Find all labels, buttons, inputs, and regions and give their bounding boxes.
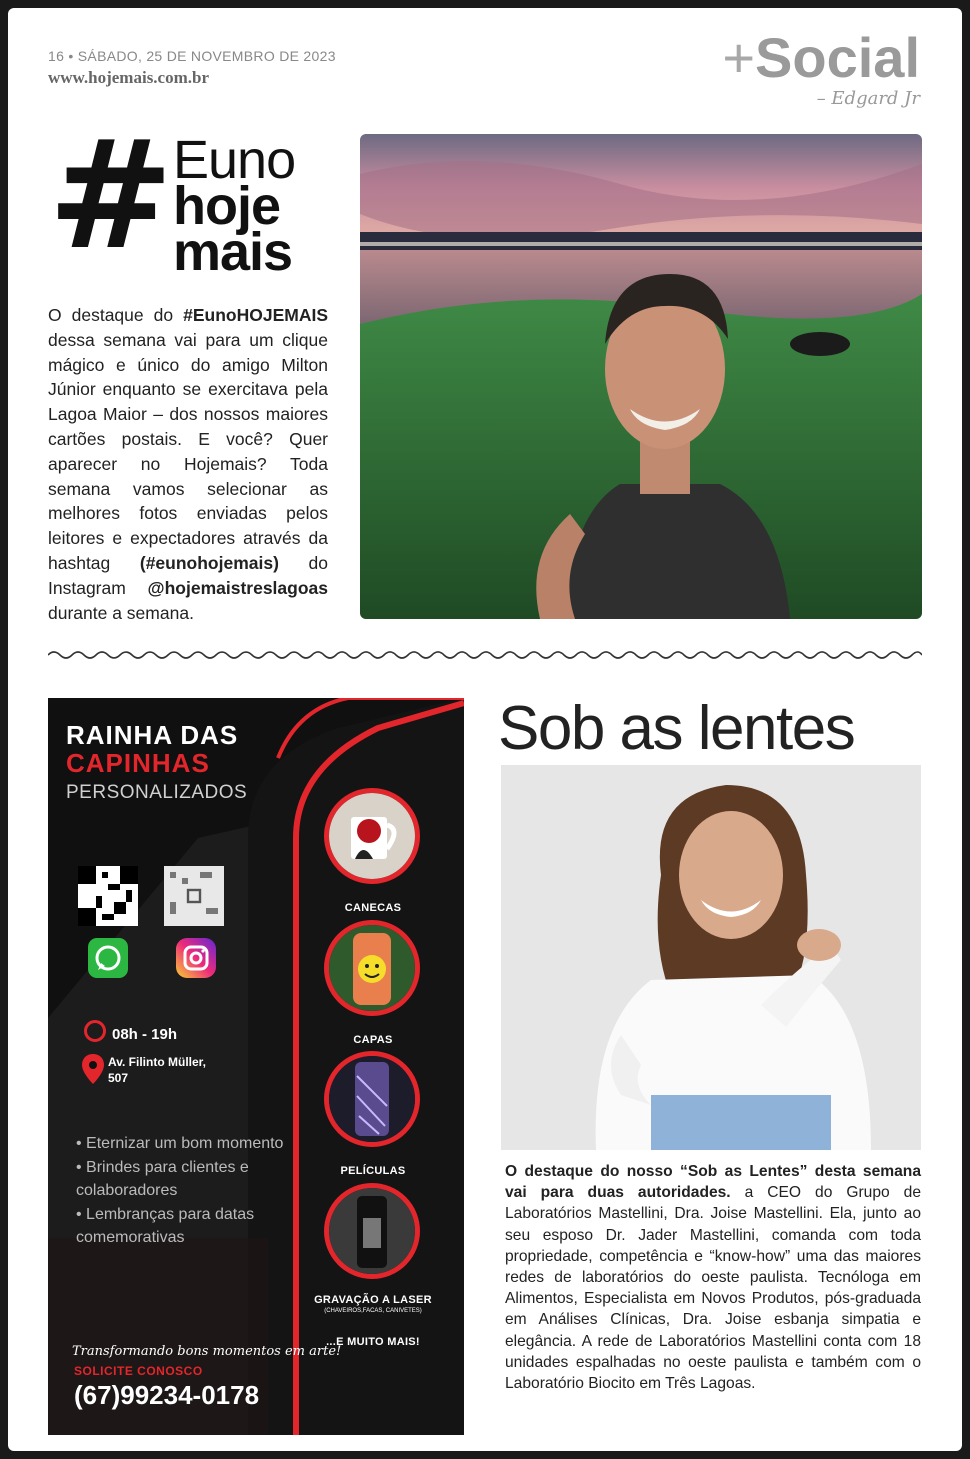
ad-bullet-list — [76, 1132, 286, 1250]
page-number: 16 — [48, 48, 65, 64]
ad-phone-number: (67)99234-0178 — [74, 1380, 260, 1410]
sob-lead: O destaque do nosso “Sob as Lentes” desta semana vai para duas autoridades. — [505, 1163, 921, 1202]
ad-bullet: • Brindes para clientes e colaboradores — [76, 1158, 249, 1199]
logo-word-euno: Euno — [173, 130, 296, 190]
product-label-cases: CAPAS — [353, 1034, 393, 1046]
product-label-mugs: CANECAS — [344, 902, 402, 914]
intro-instagram-handle: @hojemaistreslagoas — [147, 577, 328, 598]
ad-title-line1: RAINHA DAS — [66, 720, 239, 750]
product-case-image — [324, 920, 420, 1016]
logo-word-hoje: hoje — [173, 176, 281, 236]
qr-pattern-icon — [164, 866, 224, 926]
lagoon-selfie-illustration — [360, 134, 922, 619]
intro-text-2: dessa semana vai para um clique mágico e único do amigo Milton Júnior enquanto se exercitava pela Lagoa Maior – dos nossos maiores cartões postais. E você? Quer aparecer no Hojemais? Toda semana vamos selecionar as melhores fotos enviadas pelos leitores e expectadores através da hashtag — [48, 329, 328, 573]
instagram-qr-code — [164, 866, 224, 926]
ad-address — [108, 1054, 206, 1086]
ad-bullet: • Lembranças para datas comemorativas — [76, 1205, 255, 1246]
logo-word-mais: mais — [173, 222, 293, 282]
ad-title-line3: PERSONALIZADOS — [66, 782, 248, 803]
intro-paragraph — [48, 303, 328, 625]
site-url: www.hojemais.com.br — [48, 68, 210, 87]
section-name: Social — [755, 26, 920, 89]
section-prefix: + — [722, 26, 756, 89]
product-mug-image — [324, 788, 420, 884]
qr-pattern-icon — [78, 866, 138, 926]
product-label-screen-protectors: PELÍCULAS — [340, 1165, 406, 1177]
product-screen-protector-image — [324, 1051, 420, 1147]
advertisement-rainha-das-capinhas — [48, 698, 464, 1435]
columnist-signature: – Edgard Jr — [816, 88, 920, 109]
ad-bullet: • Eternizar um bom momento — [76, 1135, 284, 1152]
hash-symbol: # — [48, 109, 174, 283]
sob-as-lentes-text — [505, 1161, 921, 1394]
newspaper-page — [8, 8, 962, 1451]
product-sublabel-laser: (CHAVEIROS,FACAS, CANIVETES) — [324, 1308, 422, 1314]
sob-as-lentes-title: Sob as lentes — [498, 694, 855, 763]
featured-photo — [360, 134, 922, 619]
intro-text-4: durante a semana. — [48, 602, 194, 623]
ad-slogan: Transformando bons momentos em arte! — [72, 1344, 342, 1359]
whatsapp-icon — [88, 938, 128, 978]
intro-text-1: O destaque do — [48, 305, 184, 325]
ad-call-to-action: SOLICITE CONOSCO — [74, 1364, 203, 1378]
clock-icon — [84, 1020, 106, 1042]
section-brand — [722, 26, 920, 109]
product-label-laser-engraving: GRAVAÇÃO A LASER — [314, 1294, 432, 1306]
intro-hashtag-lower: (#eunohojemais) — [139, 552, 279, 573]
instagram-icon — [176, 938, 216, 978]
intro-text-3: do Instagram — [48, 552, 328, 598]
ad-address-line1: Av. Filinto Müller, — [108, 1055, 207, 1069]
product-laser-engraving-image — [324, 1183, 420, 1279]
section-title — [722, 26, 920, 89]
woman-pointing-illustration — [501, 765, 921, 1150]
page-meta — [48, 48, 336, 64]
sob-body: a CEO do Grupo de Laboratórios Mastellini, Dra. Joise Mastellini. Ela, junto ao seu esposo Dr. Jader Mastellini, comanda com toda propriedade, competência e “know-how” uma das maiores redes de laboratórios do oeste paulista. Tecnóloga em Alimentos, Especialista em Novos Produtos, pós-graduada em Análises Clínicas, Dra. Joise esbanja simpatia e elegância. A rede de Laboratórios Mastellini conta com 18 unidades espalhadas no oeste paulista e também com o Laboratório Biocito em Três Lagoas. — [505, 1184, 922, 1393]
ad-address-line2: 507 — [108, 1071, 129, 1085]
ad-opening-hours: 08h - 19h — [112, 1026, 178, 1043]
meta-separator: • — [68, 48, 78, 64]
location-pin-icon — [82, 1054, 104, 1084]
ad-more-items: ...E MUITO MAIS! — [326, 1336, 420, 1348]
whatsapp-qr-code — [78, 866, 138, 926]
ad-title-line2: CAPINHAS — [66, 748, 210, 778]
hashtag-logo — [48, 109, 318, 283]
sob-as-lentes-photo — [501, 765, 921, 1150]
intro-hashtag: #EunoHOJEMAIS — [183, 305, 328, 325]
wavy-divider — [48, 648, 922, 662]
page-date: SÁBADO, 25 DE NOVEMBRO DE 2023 — [77, 48, 336, 64]
